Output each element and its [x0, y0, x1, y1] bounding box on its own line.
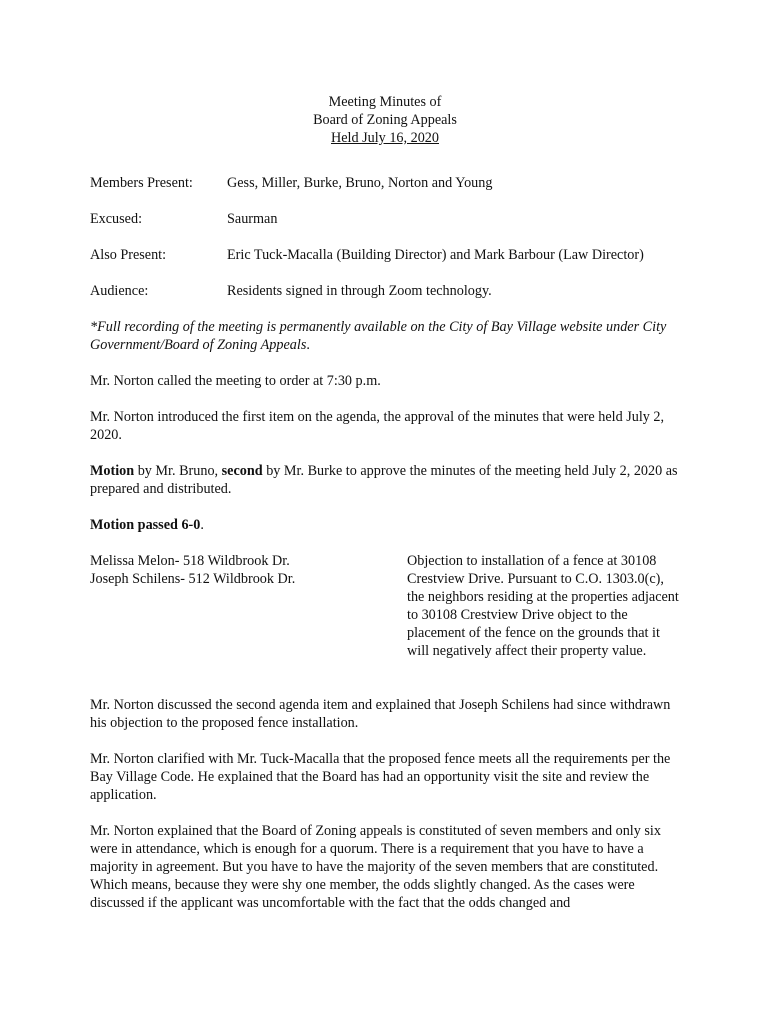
motion-passed-text: Motion passed 6-0	[90, 517, 201, 533]
header-date-line: Held July 16, 2020	[331, 130, 439, 146]
first-item-paragraph: Mr. Norton introduced the first item on the agenda, the approval of the minutes that were held July 2, 2020.	[90, 409, 665, 443]
document-page	[90, 93, 690, 930]
quorum-paragraph: Mr. Norton explained that the Board of Zoning appeals is constituted of seven members and only six were in attendance, which is enough for a quorum. There is a requirement that you have to have a majority in agreement. But you have to have the majority of the seven members that are constituted. Which means, because they were shy one member, the odds slightly changed. As the cases were discussed if the applicant was uncomfortable with the fact that the odds changed and	[90, 823, 661, 911]
members-present-label: Members Present:	[90, 175, 193, 191]
motion-text-part2: by Mr. Burke to approve the minutes of the meeting held July 2, 2020 as prepared and distributed.	[90, 463, 678, 497]
attendance-table	[90, 174, 690, 300]
call-to-order-paragraph: Mr. Norton called the meeting to order at 7:30 p.m.	[90, 373, 381, 389]
document-header	[90, 93, 680, 147]
audience-label: Audience:	[90, 283, 149, 299]
also-present-value: Eric Tuck-Macalla (Building Director) and Mark Barbour (Law Director)	[227, 247, 644, 263]
motion-passed-period: .	[200, 517, 204, 533]
motion-paragraph	[90, 462, 690, 498]
excused-value: Saurman	[227, 211, 278, 227]
also-present-row	[90, 246, 690, 264]
members-present-row	[90, 174, 690, 192]
objector-melon: Melissa Melon- 518 Wildbrook Dr.	[90, 553, 290, 569]
excused-row	[90, 210, 690, 228]
header-board-line: Board of Zoning Appeals	[313, 112, 457, 128]
motion-word: Motion	[90, 463, 135, 479]
objector-schilens: Joseph Schilens- 512 Wildbrook Dr.	[90, 571, 296, 587]
objection-description: Objection to installation of a fence at 30108 Crestview Drive. Pursuant to C.O. 1303.0(c), the neighbors residing at the properties adjacent to 30108 Crestview Drive object to the placement of the fence on the grounds that it will negatively affect their property value.	[407, 553, 679, 659]
motion-text-part1: by Mr. Bruno,	[134, 463, 222, 479]
recording-note	[90, 318, 690, 354]
recording-note-period: .	[306, 337, 310, 353]
members-present-value: Gess, Miller, Burke, Bruno, Norton and Young	[227, 175, 493, 191]
audience-row	[90, 282, 690, 300]
objectors-list	[90, 552, 407, 660]
second-item-paragraph: Mr. Norton discussed the second agenda item and explained that Joseph Schilens had since withdrawn his objection to the proposed fence installation.	[90, 697, 671, 731]
excused-label: Excused:	[90, 211, 143, 227]
audience-value: Residents signed in through Zoom technology.	[227, 283, 492, 299]
motion-passed-paragraph	[90, 516, 690, 534]
second-word: second	[221, 463, 263, 479]
header-title-line: Meeting Minutes of	[328, 94, 442, 110]
also-present-label: Also Present:	[90, 247, 167, 263]
recording-note-text: *Full recording of the meeting is permanently available on the City of Bay Village website under City Government/Board of Zoning Appeals	[90, 319, 667, 353]
objection-section	[90, 552, 690, 660]
clarification-paragraph: Mr. Norton clarified with Mr. Tuck-Macalla that the proposed fence meets all the requirements per the Bay Village Code. He explained that the Board has had an opportunity visit the site and review the application.	[90, 751, 671, 803]
